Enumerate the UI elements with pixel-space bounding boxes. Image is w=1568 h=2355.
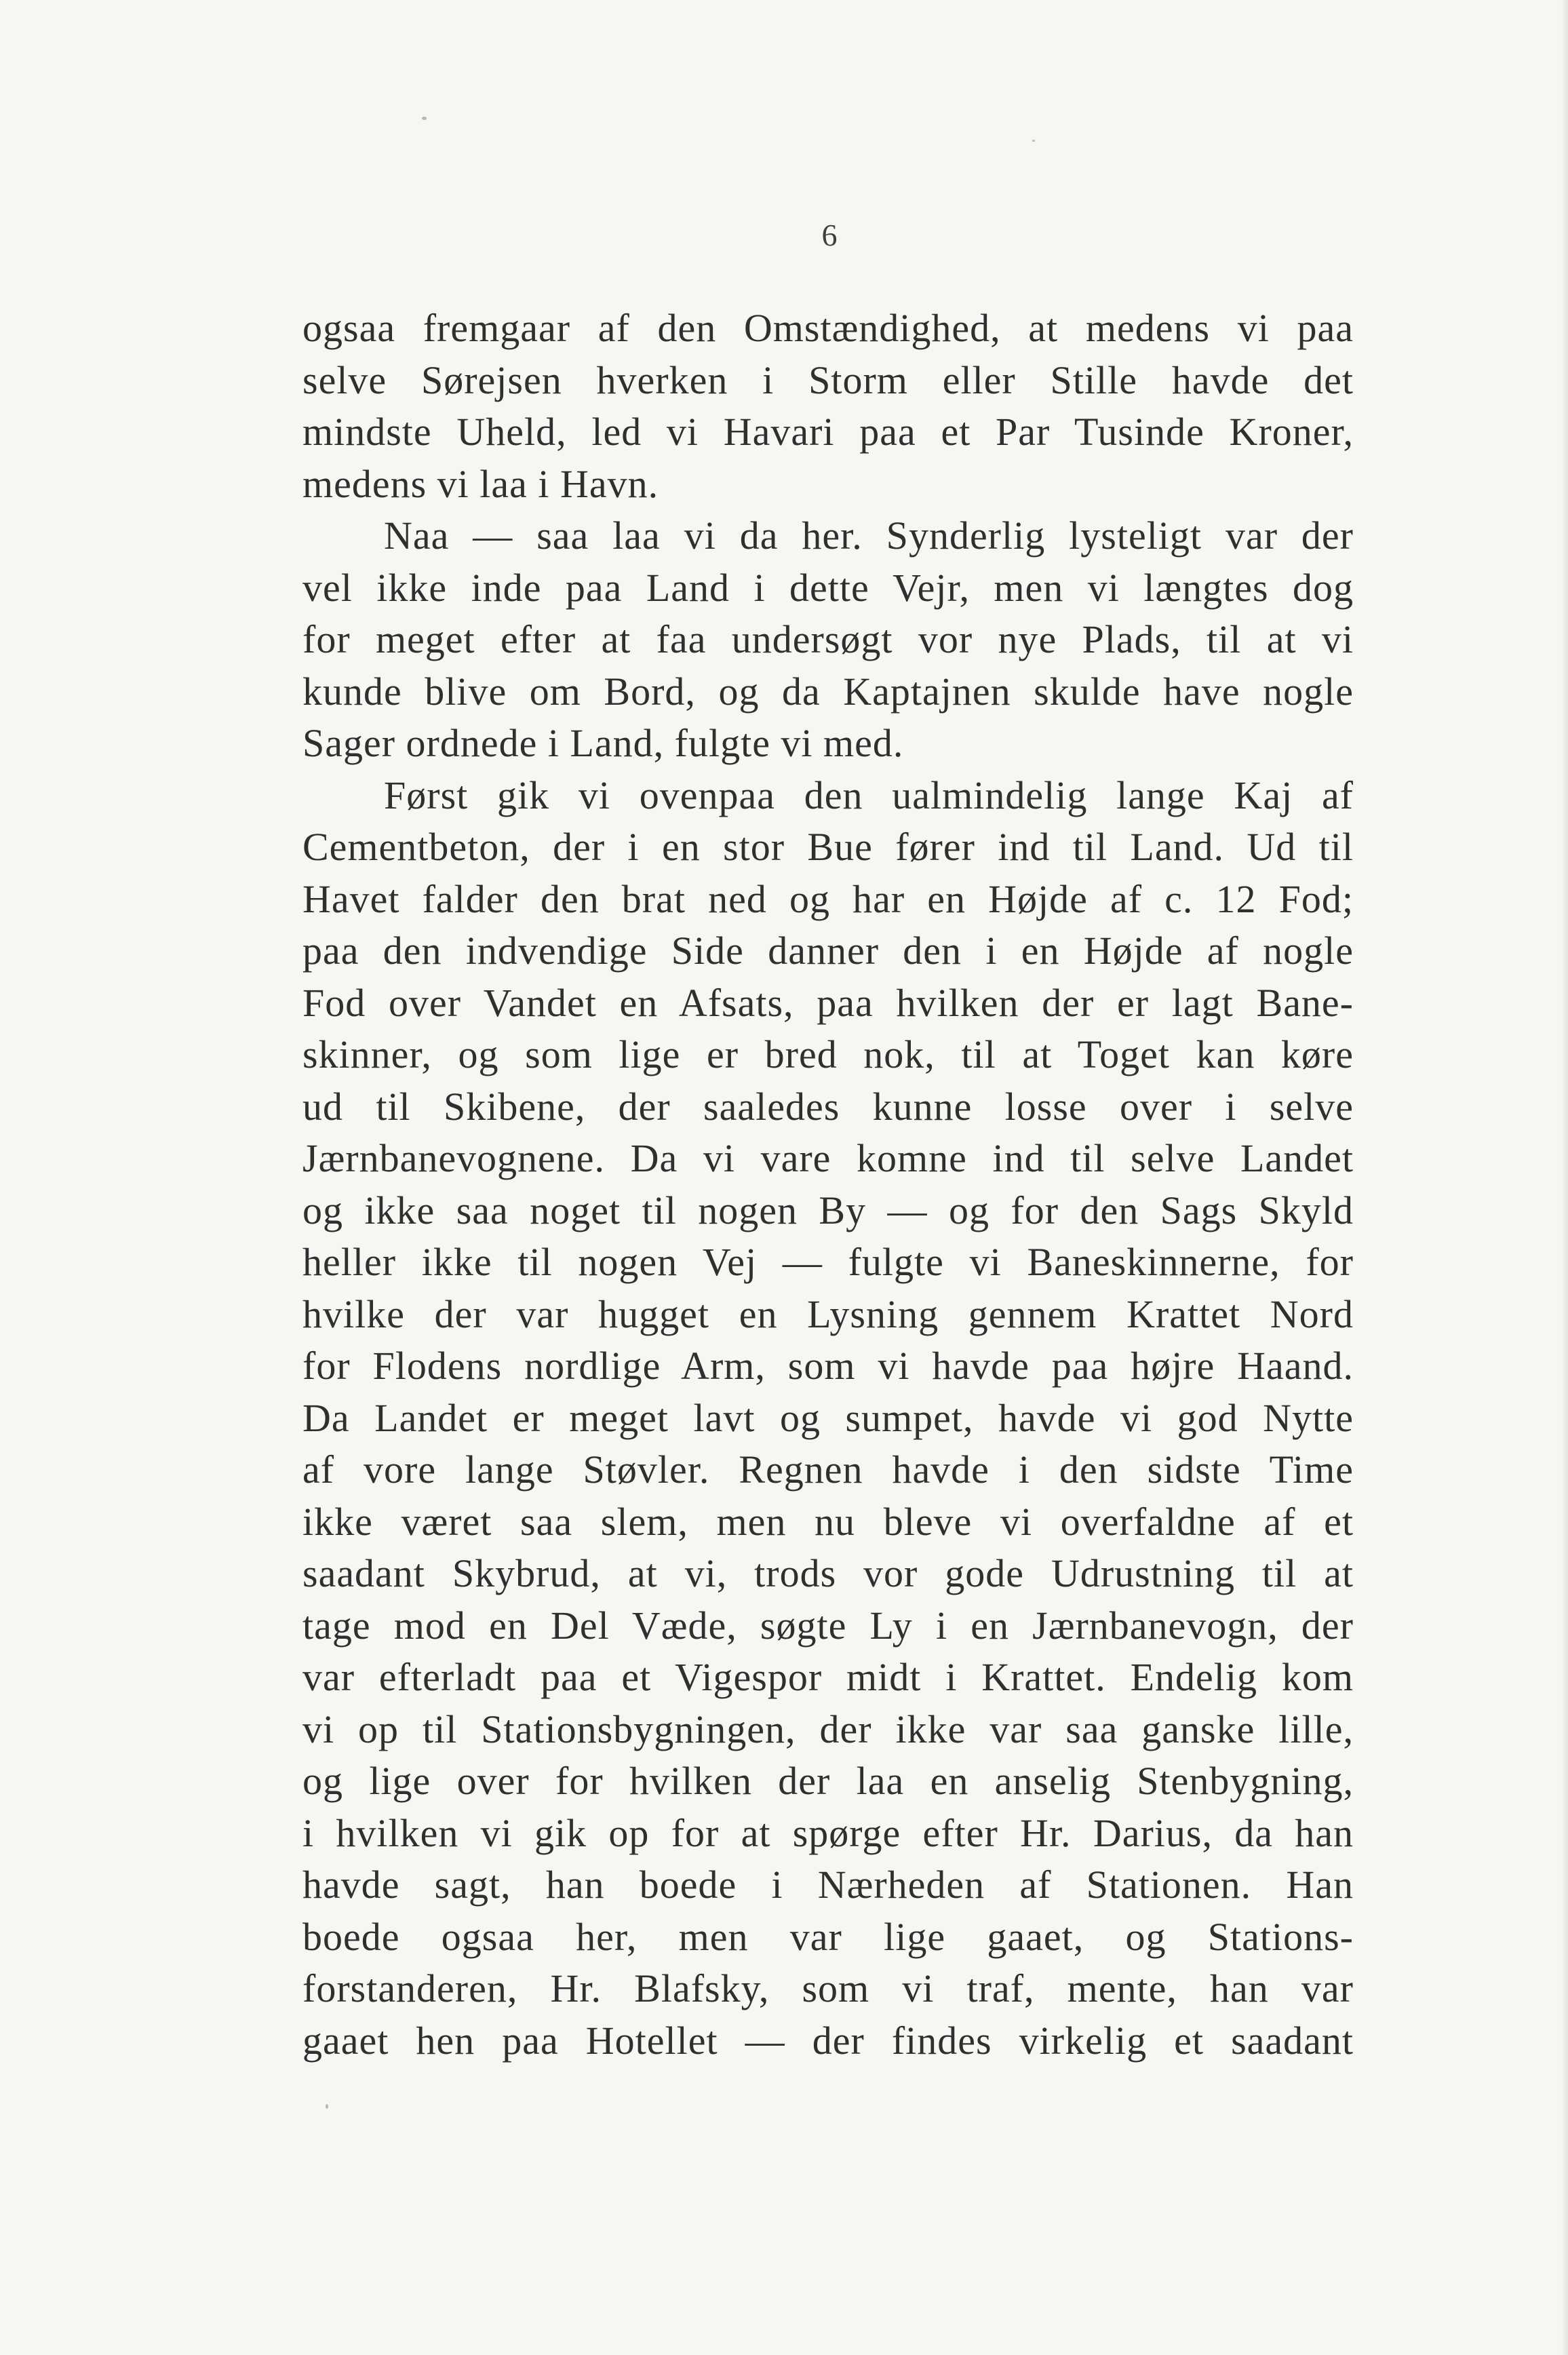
text-line: Sager ordnede i Land, fulgte vi med.	[302, 721, 904, 765]
page-edge-shadow	[1561, 0, 1568, 2355]
text-line: Jærnbanevognene. Da vi vare komne ind til selve Landet	[302, 1136, 1354, 1180]
text-line: og ikke saa noget til nogen By — og for den Sags Skyld	[302, 1188, 1354, 1232]
text-line: var efterladt paa et Vigespor midt i Krattet. Endelig kom	[302, 1655, 1354, 1699]
text-line: for meget efter at faa undersøgt vor nye Plads, til at vi	[302, 617, 1354, 661]
text-line: for Flodens nordlige Arm, som vi havde paa højre Haand.	[302, 1344, 1354, 1388]
text-line: mindste Uheld, led vi Havari paa et Par Tusinde Kroner,	[302, 410, 1354, 454]
text-line: Fod over Vandet en Afsats, paa hvilken der er lagt Bane-	[302, 980, 1354, 1025]
text-line: kunde blive om Bord, og da Kaptajnen skulde have nogle	[302, 669, 1354, 714]
text-line: selve Sørejsen hverken i Storm eller Stille havde det	[302, 357, 1354, 402]
text-line: ikke været saa slem, men nu bleve vi overfaldne af et	[302, 1499, 1354, 1544]
text-line: Cementbeton, der i en stor Bue fører ind til Land. Ud til	[302, 825, 1354, 869]
text-line: og lige over for hvilken der laa en anselig Stenbygning,	[302, 1759, 1354, 1803]
print-speck	[326, 2104, 328, 2109]
text-line: havde sagt, han boede i Nærheden af Stationen. Han	[302, 1863, 1354, 1907]
print-speck	[422, 117, 427, 120]
text-line: saadant Skybrud, at vi, trods vor gode Udrustning til at	[302, 1551, 1354, 1595]
text-line: heller ikke til nogen Vej — fulgte vi Baneskinnerne, for	[302, 1240, 1354, 1284]
text-line: ud til Skibene, der saaledes kunne losse over i selve	[302, 1084, 1354, 1129]
text-line: i hvilken vi gik op for at spørge efter Hr. Darius, da han	[302, 1810, 1354, 1855]
text-line: hvilke der var hugget en Lysning gennem Krattet Nord	[302, 1291, 1354, 1336]
text-line: af vore lange Støvler. Regnen havde i den sidste Time	[302, 1447, 1354, 1492]
text-line: tage mod en Del Væde, søgte Ly i en Jærnbanevogn, der	[302, 1603, 1354, 1648]
text-line: Da Landet er meget lavt og sumpet, havde vi god Nytte	[302, 1395, 1354, 1440]
text-line: ogsaa fremgaar af den Omstændighed, at medens vi paa	[302, 306, 1354, 350]
print-speck	[1032, 140, 1035, 142]
page-number: 6	[821, 218, 838, 252]
text-line: paa den indvendige Side danner den i en Højde af nogle	[302, 929, 1354, 973]
body-text	[302, 303, 1354, 2067]
text-line: gaaet hen paa Hotellet — der findes virkelig et saadant	[302, 2018, 1354, 2063]
text-line: Først gik vi ovenpaa den ualmindelig lange Kaj af	[384, 773, 1354, 817]
text-line: forstanderen, Hr. Blafsky, som vi traf, mente, han var	[302, 1966, 1354, 2010]
text-line: medens vi laa i Havn.	[302, 461, 659, 506]
text-line: vel ikke inde paa Land i dette Vejr, men vi længtes dog	[302, 565, 1354, 610]
text-line: vi op til Stationsbygningen, der ikke var saa ganske lille,	[302, 1707, 1354, 1751]
text-line: Havet falder den brat ned og har en Højde af c. 12 Fod;	[302, 876, 1354, 921]
text-line: Naa — saa laa vi da her. Synderlig lysteligt var der	[384, 513, 1354, 558]
text-line: boede ogsaa her, men var lige gaaet, og Stations-	[302, 1914, 1354, 1959]
text-line: skinner, og som lige er bred nok, til at Toget kan køre	[302, 1032, 1354, 1076]
